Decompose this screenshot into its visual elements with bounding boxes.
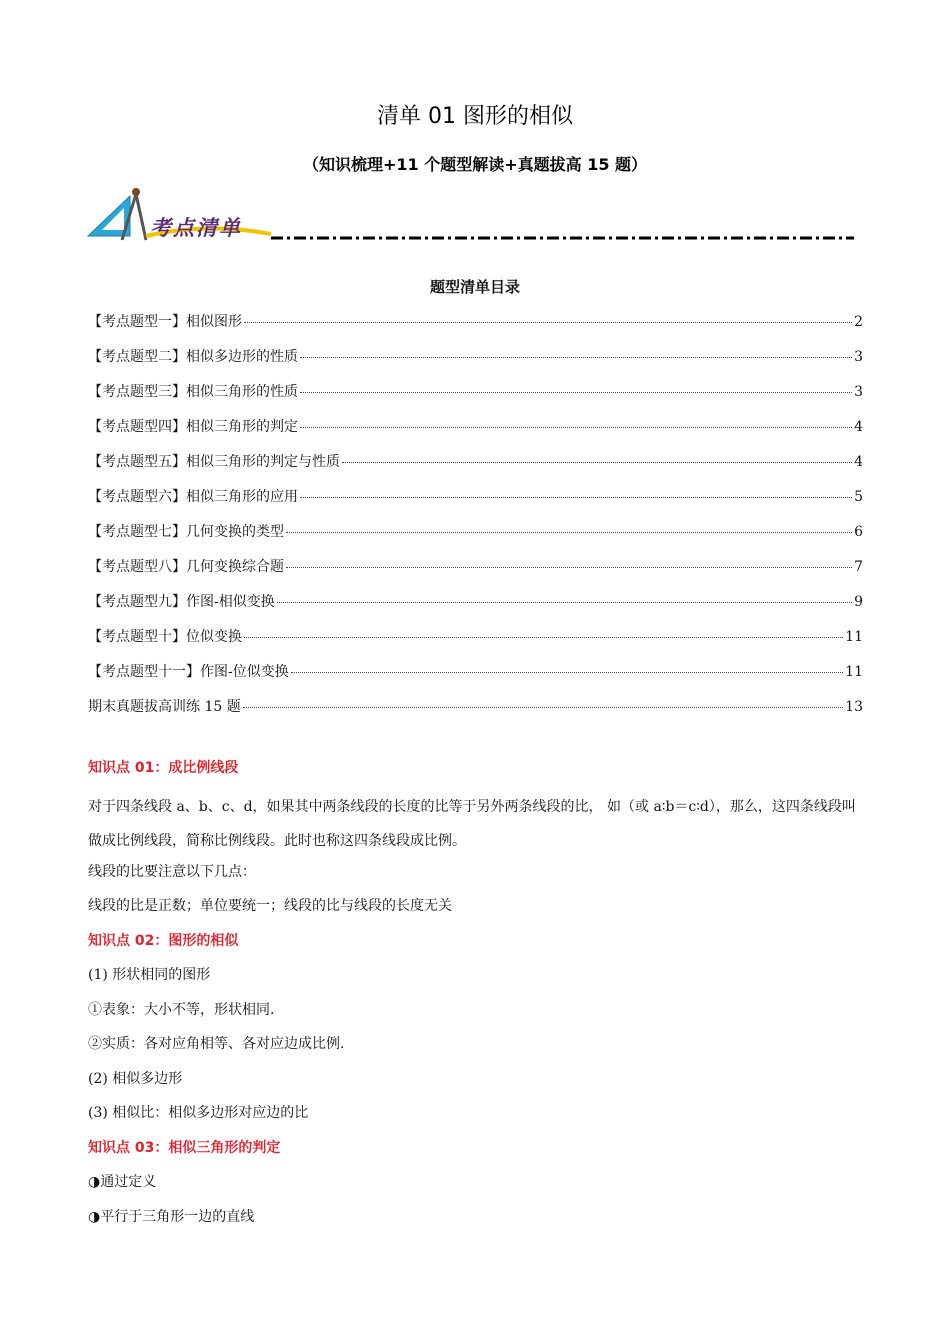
list-item: ②实质：各对应角相等、各对应边成比例.	[88, 1036, 345, 1052]
toc-item-label: 期末真题拔高训练 15 题	[88, 699, 241, 715]
toc-item[interactable]	[88, 311, 863, 346]
toc-item-page: 4	[854, 454, 863, 470]
toc-item-label: 【考点题型六】相似三角形的应用	[88, 489, 298, 505]
toc-leader	[244, 322, 852, 323]
toc-item-label: 【考点题型四】相似三角形的判定	[88, 419, 298, 435]
list-item: (1) 形状相同的图形	[88, 967, 211, 983]
toc-item-label: 【考点题型十一】作图-位似变换	[88, 664, 289, 680]
table-of-contents	[88, 311, 863, 731]
paragraph: 对于四条线段 a、b、c、d，如果其中两条线段的长度的比等于另外两条线段的比， 如（或 a∶b＝c∶d），那么，这四条线段叫做成比例线段，简称比例线段。此时也称这四条线段成比例。	[88, 798, 856, 849]
toc-item[interactable]	[88, 556, 863, 591]
list-item: ◑平行于三角形一边的直线	[88, 1208, 255, 1225]
toc-item[interactable]	[88, 521, 863, 556]
toc-leader	[300, 427, 852, 428]
toc-item-label: 【考点题型十】位似变换	[88, 629, 242, 645]
toc-item[interactable]	[88, 591, 863, 626]
toc-item-label: 【考点题型七】几何变换的类型	[88, 524, 284, 540]
knowledge-point-title: 知识点 01：成比例线段	[88, 760, 239, 776]
toc-leader	[244, 637, 843, 638]
toc-item-label: 【考点题型九】作图-相似变换	[88, 594, 275, 610]
paragraph: 线段的比是正数；单位要统一；线段的比与线段的长度无关	[88, 898, 452, 914]
toc-item[interactable]	[88, 626, 863, 661]
toc-item[interactable]	[88, 696, 863, 731]
toc-item-label: 【考点题型一】相似图形	[88, 314, 242, 330]
paragraph: 线段的比要注意以下几点：	[88, 863, 256, 880]
knowledge-point-title: 知识点 03：相似三角形的判定	[88, 1139, 281, 1156]
toc-heading: 题型清单目录	[429, 278, 520, 296]
banner-title: 考点清单	[150, 215, 242, 240]
list-item: ◑通过定义	[88, 1174, 157, 1190]
toc-item-label: 【考点题型三】相似三角形的性质	[88, 384, 298, 400]
toc-leader	[286, 532, 852, 533]
toc-item[interactable]	[88, 381, 863, 416]
toc-item-page: 9	[854, 594, 863, 610]
toc-item-label: 【考点题型五】相似三角形的判定与性质	[88, 454, 340, 470]
toc-item-page: 4	[854, 419, 863, 435]
list-item: (3) 相似比：相似多边形对应边的比	[88, 1105, 309, 1121]
toc-item-page: 5	[854, 489, 863, 505]
list-item: (2) 相似多边形	[88, 1070, 183, 1087]
toc-leader	[291, 672, 843, 673]
toc-item-page: 11	[845, 629, 863, 645]
knowledge-section	[88, 755, 868, 1238]
toc-item-page: 3	[854, 384, 863, 400]
toc-item-page: 13	[845, 699, 863, 715]
toc-leader	[286, 567, 852, 568]
toc-leader	[300, 392, 852, 393]
toc-item[interactable]	[88, 486, 863, 521]
toc-leader	[300, 497, 852, 498]
toc-item-page: 7	[854, 559, 863, 575]
toc-item-page: 11	[845, 664, 863, 680]
toc-item[interactable]	[88, 451, 863, 486]
toc-item-page: 2	[854, 314, 863, 330]
list-item: ①表象：大小不等，形状相同.	[88, 1001, 275, 1018]
toc-leader	[243, 707, 843, 708]
toc-item[interactable]	[88, 416, 863, 451]
toc-item-page: 3	[854, 349, 863, 365]
toc-item[interactable]	[88, 661, 863, 696]
toc-leader	[342, 462, 852, 463]
page-title: 清单 01 图形的相似	[377, 104, 573, 129]
toc-item-label: 【考点题型八】几何变换综合题	[88, 559, 284, 575]
toc-item[interactable]	[88, 346, 863, 381]
toc-item-label: 【考点题型二】相似多边形的性质	[88, 349, 298, 365]
page-subtitle: （知识梳理+11 个题型解读+真题拔高 15 题）	[302, 155, 648, 174]
toc-item-page: 6	[854, 524, 863, 540]
toc-leader	[300, 357, 852, 358]
knowledge-point-title: 知识点 02：图形的相似	[88, 932, 239, 949]
toc-leader	[277, 602, 852, 603]
